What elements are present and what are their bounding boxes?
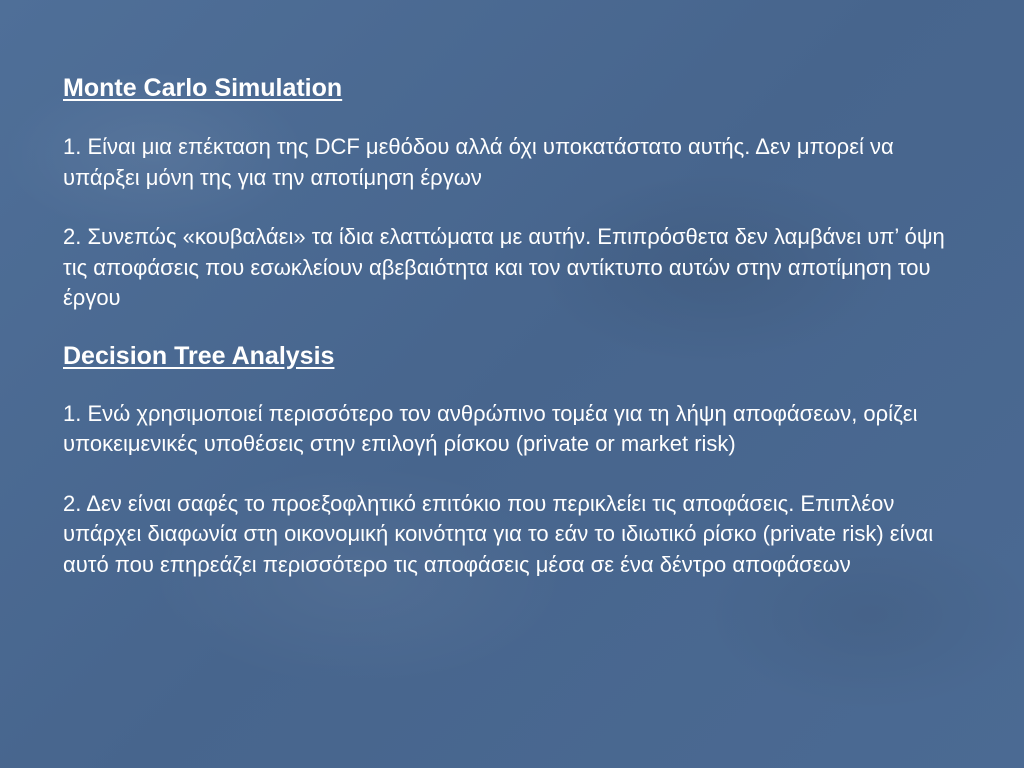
decision-tree-point-2: 2. Δεν είναι σαφές το προεξοφλητικό επιτόκιο που περικλείει τις αποφάσεις. Επιπλέον υπάρχει διαφωνία στη οικονομική κοινότητα για το εάν το ιδιωτικό ρίσκο (private risk) είναι αυτό που επηρεάζει περισσότερο τις αποφάσεις μέσα σε ένα δέντρο αποφάσεων (63, 490, 934, 577)
monte-carlo-point-2: 2. Συνεπώς «κουβαλάει» τα ίδια ελαττώματα με αυτήν. Επιπρόσθετα δεν λαμβάνει υπ’ όψη τις αποφάσεις που εσωκλείουν αβεβαιότητα και τον αντίκτυπο αυτών στην αποτίμηση του έργου (63, 224, 945, 310)
monte-carlo-heading: Monte Carlo Simulation (63, 74, 343, 102)
monte-carlo-point-1: 1. Είναι μια επέκταση της DCF μεθόδου αλλά όχι υποκατάστατο αυτής. Δεν μπορεί να υπάρξει μόνη της για την αποτίμηση έργων (63, 134, 894, 190)
decision-tree-point-1: 1. Ενώ χρησιμοποιεί περισσότερο τον ανθρώπινο τομέα για τη λήψη αποφάσεων, ορίζει υποκειμενικές υποθέσεις στην επιλογή ρίσκου (private or market risk) (63, 400, 918, 456)
slide-content (63, 72, 963, 580)
decision-tree-heading: Decision Tree Analysis (63, 341, 335, 370)
